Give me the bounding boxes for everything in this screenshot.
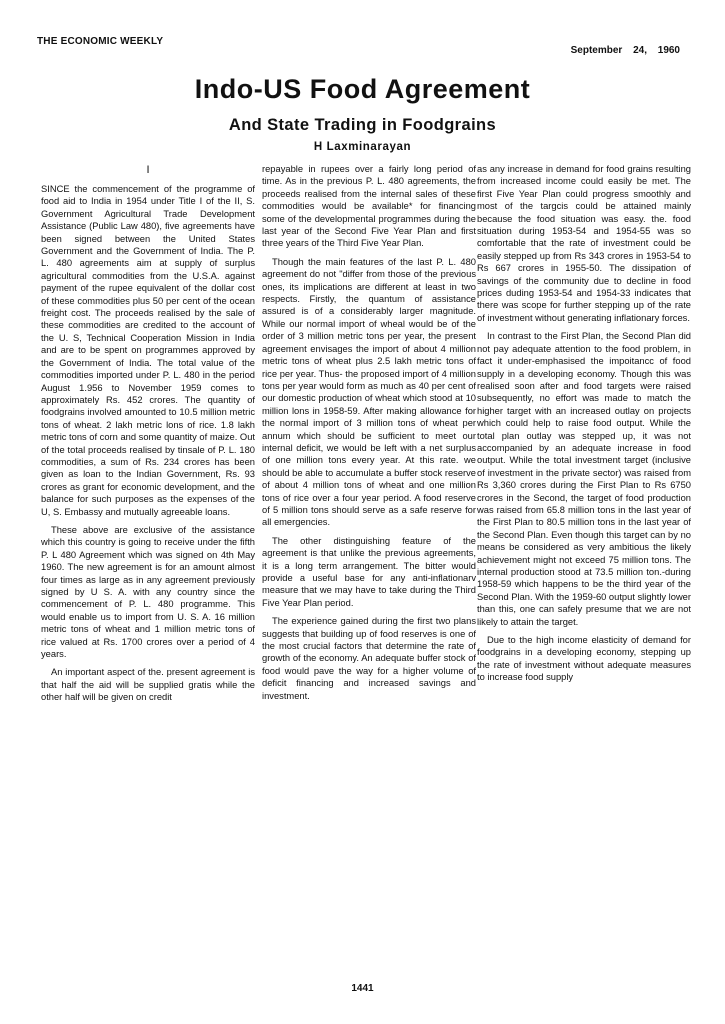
paragraph: repayable in rupees over a fairly long period of time. As in the previous P. L. 480 agreements, the proceeds realised from the internal sales of these commodities would be available* for financing some of the developmental programmes during the last year of the Second Five Year Plan and first three years of the Third Five Year Plan. <box>262 164 476 249</box>
masthead: THE ECONOMIC WEEKLY <box>37 36 164 47</box>
paragraph: The experience gained during the first two plans suggests that building up of food reserves is one of the most crucial factors that determine the rate of growth of the economy. An adequate buffer stock of food would pave the way for a higher volume of deficit financing and increased savings and investment. <box>262 616 476 701</box>
text-column-2 <box>262 163 476 975</box>
paragraph: Though the main features of the last P. L. 480 agreement do not "differ from those of the previous ones, its implications are different at least in two respects. Firstly, the quantum of assistance assured is of a considerably larger magnitude. While our normal import of wheal would be of the order of 3 million metric tons per year, the present agreement envisages the import of about 4 million metric tons of wheat plus 2.5 lakh metric tons of rice per year. Thus- the proposed import of 4 million tons per year would form as much as 40 per cent of our domestic production of wheat which stood at 10 million lons in 1958-59. After making allowance for the normal import of 3 million tons of wheat per annum which should be sufficient to meet our internal deficit, we would be left with a net surplus of one million tons every year. At this rate. we should be able to accumulate a buffer stock reserve of about 4 million tons of wheat and one million tons of rice over a four year period. A food reserve of 5 million tons should serve as a safe reserve for all emergencies. <box>262 256 476 528</box>
issue-date: September 24, 1960 <box>570 45 680 56</box>
page-number: 1441 <box>351 983 374 994</box>
text-column-1 <box>41 163 255 975</box>
paragraph: These above are exclusive of the assistance which this country is going to receive under the fifth P. L 480 Agreement which was signed on 4th May 1960. The new agreement is for an amount almost four times as large as in any agreement previously signed by U S. A. with any country since the commencement of P. L. 480 programme. This would enable us to import from U. S. A. 16 million metric tons of wheat and 1 million metric tons of rice valued at Rs. 1700 crores over a period of 4 years. <box>41 524 255 660</box>
article-subtitle: And State Trading in Foodgrains <box>228 116 497 134</box>
paragraph: as any increase in demand for food grains resulting from increased income could easily be met. The first Five Year Plan could progress smoothly and most of the targcis could be attained mainly because the food situation was easy. the. food situation during 1953-54 and 1954-55 was so comfortable that the rate of investment could be easily stepped up from Rs 343 crores in 1953-54 to Rs 667 crores in 1955-50. The dissipation of savings of the community due to decline in food prices duding 1953-54 and 1954-33 indicates that there was scope for further stepping up of the rate of investment without generating inflationary forces. <box>477 164 691 323</box>
paragraph: An important aspect of the. present agreement is that half the aid will be supplied gratis while the other half will be given on credit <box>41 667 255 703</box>
paragraph: In contrast to the First Plan, the Second Plan did not pay adequate attention to the food problem, in fact it under-emphasised the impoitancc of food supply in a developing economy. Though this was realised soon after and food targets were raised subsequently, no effort was made to match the higher target with an increased outlay on projects which could help to raise food output. While the total plan outlay was stepped up, it was not accompanied by an adequate increase in food output. While the total investment target (inclusive of investment in the private sector) was raised from Rs 3,360 crores during the First Plan to Rs 6750 crores in the Second, the target of food production was raised from 65.8 million tons in the last year of the First Plan to 80.5 million tons in the last year of the Second Plan. Even though this target can by no means be considered as very ambitious the likely achievement might not exceed 75 million tons. The internal production stood at 73.5 million ton.-during 1958-59 which happens to be the third year of the Second Plan. With the 1959-60 output slightly lower than this, one can safely presume that we are not likely to attain the target. <box>477 331 691 627</box>
author-byline: H Laxminarayan <box>313 141 412 153</box>
paragraph: Due to the high income elasticity of demand for foodgrains in a developing economy, stepping up the rate of investment without adequate measures to increase food supply <box>477 635 691 683</box>
section-number: I <box>146 164 150 176</box>
text-column-3 <box>477 163 691 975</box>
paragraph: The other distinguishing feature of the agreement is that unlike the previous agreements, it is a long term arrangement. The bitter would provide a useful base for any anti-inflationarv measure that we may have to take during the Third Five Year Plan period. <box>262 535 476 608</box>
article-title: Indo-US Food Agreement <box>194 74 531 104</box>
paragraph: SINCE the commencement of the programme of food aid to India in 1954 under Title I of the II, S. Government Agricultural Trade Development Assistance (Public Law 480), five agreements have been signed between the United States Government and the Government of India. The P. L. 480 agreements aim at supply of surplus agricultural commodities from the U.S.A. against payment of the rupee equivalent of the dollar cost of these commodities plus 50 per cent of the ocean freight cost. The proceeds realised by the sale of these commodities are credited to the account of the U. S, Technical Cooperation Mission in India and are to be spent on programmes approved by the Government of India. The total value of the commodities imported under P. L. 480 in the period August 1.956 to November 1959 comes to approximately Rs. 452 crores. The quantity of foodgrains involved amounted to 10.5 million metric tons of wheat. 2 lakh metric lons of rice. 1.8 lakh metric tons of corn and some quantity of maize. Out of the total proceeds realised by tinsale of P. L. 180 commodities, a sum of Rs. 234 crores has been given as loan to the Indian Government, Rs. 93 crores as grant for economic development, and the balance for such purposes as the expenses of the U, S. Embassy and mutually agreeable loans. <box>41 184 255 517</box>
